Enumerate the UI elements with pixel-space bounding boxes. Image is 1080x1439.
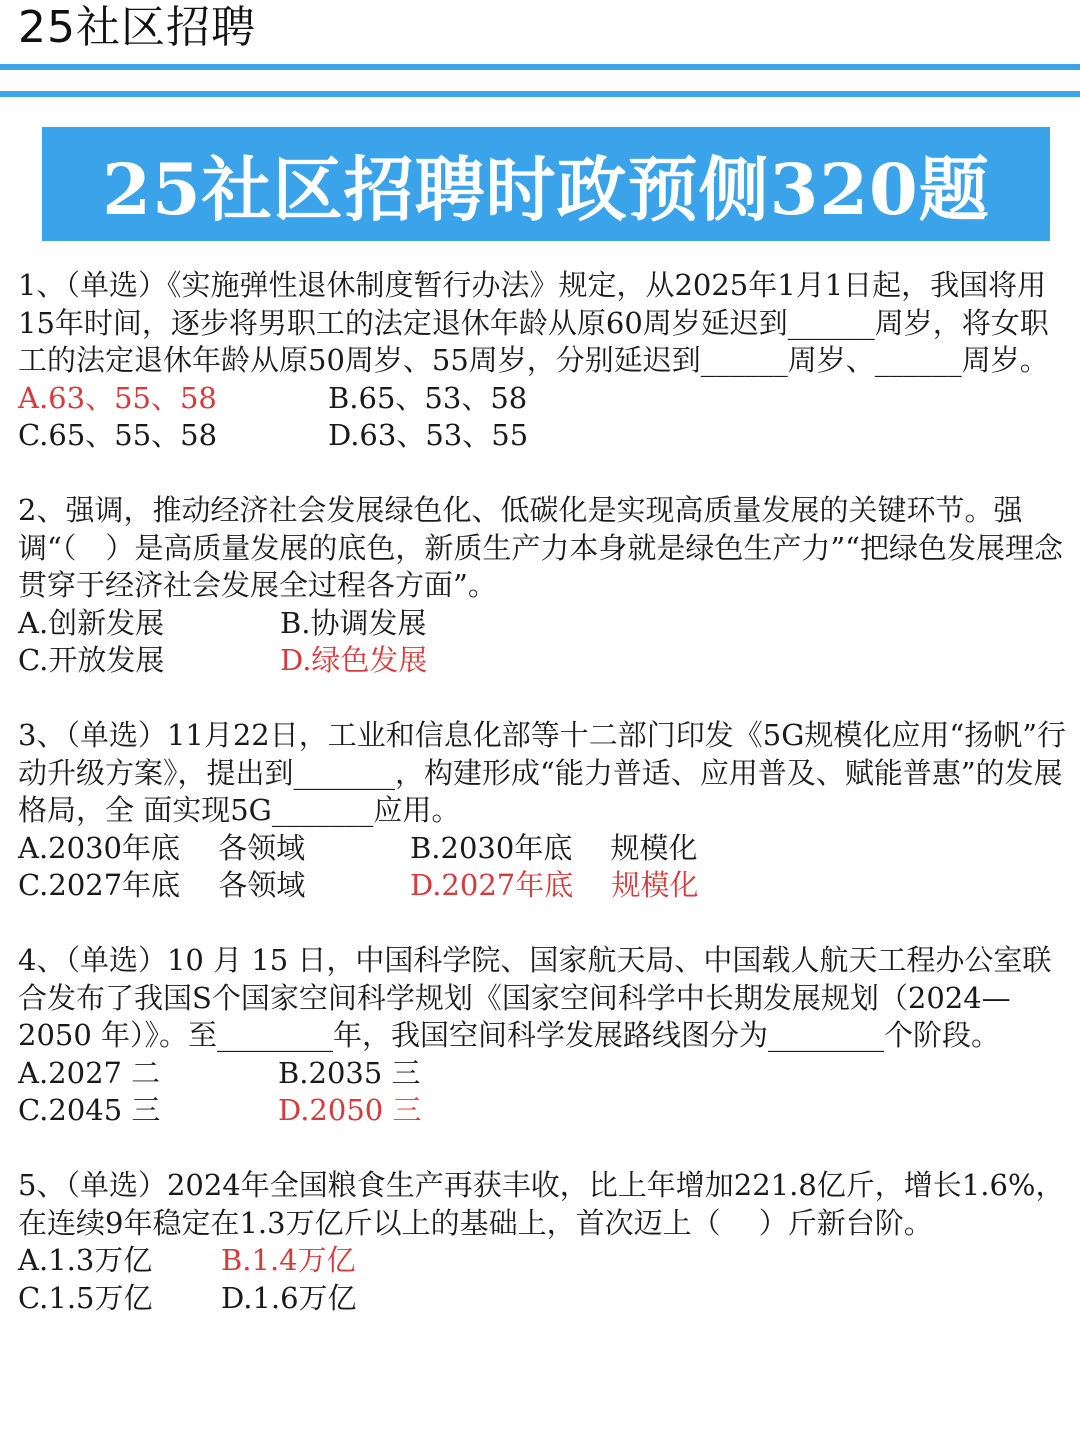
option-b: B.65、53、58 xyxy=(328,380,528,415)
option-c: C.2027年底 各领域 xyxy=(18,868,306,902)
page-title: 25社区招聘 xyxy=(18,2,256,53)
option-a: A.创新发展 xyxy=(18,605,165,640)
option-c: C.开放发展 xyxy=(18,643,165,677)
question-options xyxy=(18,830,1070,905)
question-stem: 1、（单选）《实施弹性退休制度暂行办法》规定，从2025年1月1日起，我国将用15年时间，逐步将男职工的法定退休年龄从原60周岁延迟到______周岁，将女职工的法定退休年龄从原50周岁、55周岁，分别延迟到______周岁、______周岁。 xyxy=(18,268,1049,377)
header-divider-top xyxy=(0,64,1080,70)
option-c: C.1.5万亿 xyxy=(18,1280,153,1315)
question-stem: 2、强调，推动经济社会发展绿色化、低碳化是实现高质量发展的关键环节。强调“（ ）是高质量发展的底色，新质生产力本身就是绿色生产力”“把绿色发展理念贯穿于经济社会发展全过程各方面”。 xyxy=(18,493,1063,602)
option-d-correct: D.2050 三 xyxy=(278,1093,422,1127)
question-list xyxy=(18,267,1070,1317)
title-banner xyxy=(42,127,1050,241)
option-b: B.协调发展 xyxy=(280,605,427,640)
banner-title: 25社区招聘时政预侧320题 xyxy=(102,147,990,231)
option-b-correct: B.1.4万亿 xyxy=(221,1243,356,1277)
option-d: D.63、53、55 xyxy=(328,418,529,452)
option-a: A.1.3万亿 xyxy=(18,1243,153,1277)
question-stem: 4、（单选）10 月 15 日，中国科学院、国家航天局、中国载人航天工程办公室联合发布了我国S个国家空间科学规划《国家空间科学中长期发展规划（2024—2050 年）》。至________年，我国空间科学发展路线图分为________个阶段。 xyxy=(18,943,1052,1052)
option-c: C.2045 三 xyxy=(18,1093,161,1127)
option-d: D.1.6万亿 xyxy=(221,1280,357,1315)
header-divider-bottom xyxy=(0,91,1080,97)
question-1 xyxy=(18,267,1070,455)
option-a: A.2027 二 xyxy=(18,1055,161,1090)
option-b: B.2030年底 规模化 xyxy=(410,830,698,865)
option-d-correct: D.绿色发展 xyxy=(280,643,428,677)
option-b: B.2035 三 xyxy=(278,1055,421,1090)
question-options xyxy=(18,380,1070,455)
option-a-correct: A.63、55、58 xyxy=(18,380,217,415)
option-a: A.2030年底 各领域 xyxy=(18,830,306,865)
question-5 xyxy=(18,1167,1070,1317)
question-options xyxy=(18,1242,1070,1317)
question-3 xyxy=(18,717,1070,905)
question-stem: 5、（单选）2024年全国粮食生产再获丰收，比上年增加221.8亿斤，增长1.6%，在连续9年稳定在1.3万亿斤以上的基础上，首次迈上（ ）斤新台阶。 xyxy=(18,1168,1065,1240)
question-options xyxy=(18,1055,1070,1130)
option-c: C.65、55、58 xyxy=(18,418,218,452)
question-4 xyxy=(18,942,1070,1130)
question-stem: 3、（单选）11月22日，工业和信息化部等十二部门印发《5G规模化应用“扬帆”行动升级方案》，提出到_______，构建形成“能力普适、应用普及、赋能普惠”的发展格局，全 面实现5G_______应用。 xyxy=(18,718,1067,827)
option-d-correct: D.2027年底 规模化 xyxy=(410,868,699,902)
question-2 xyxy=(18,492,1070,680)
question-options xyxy=(18,605,1070,680)
